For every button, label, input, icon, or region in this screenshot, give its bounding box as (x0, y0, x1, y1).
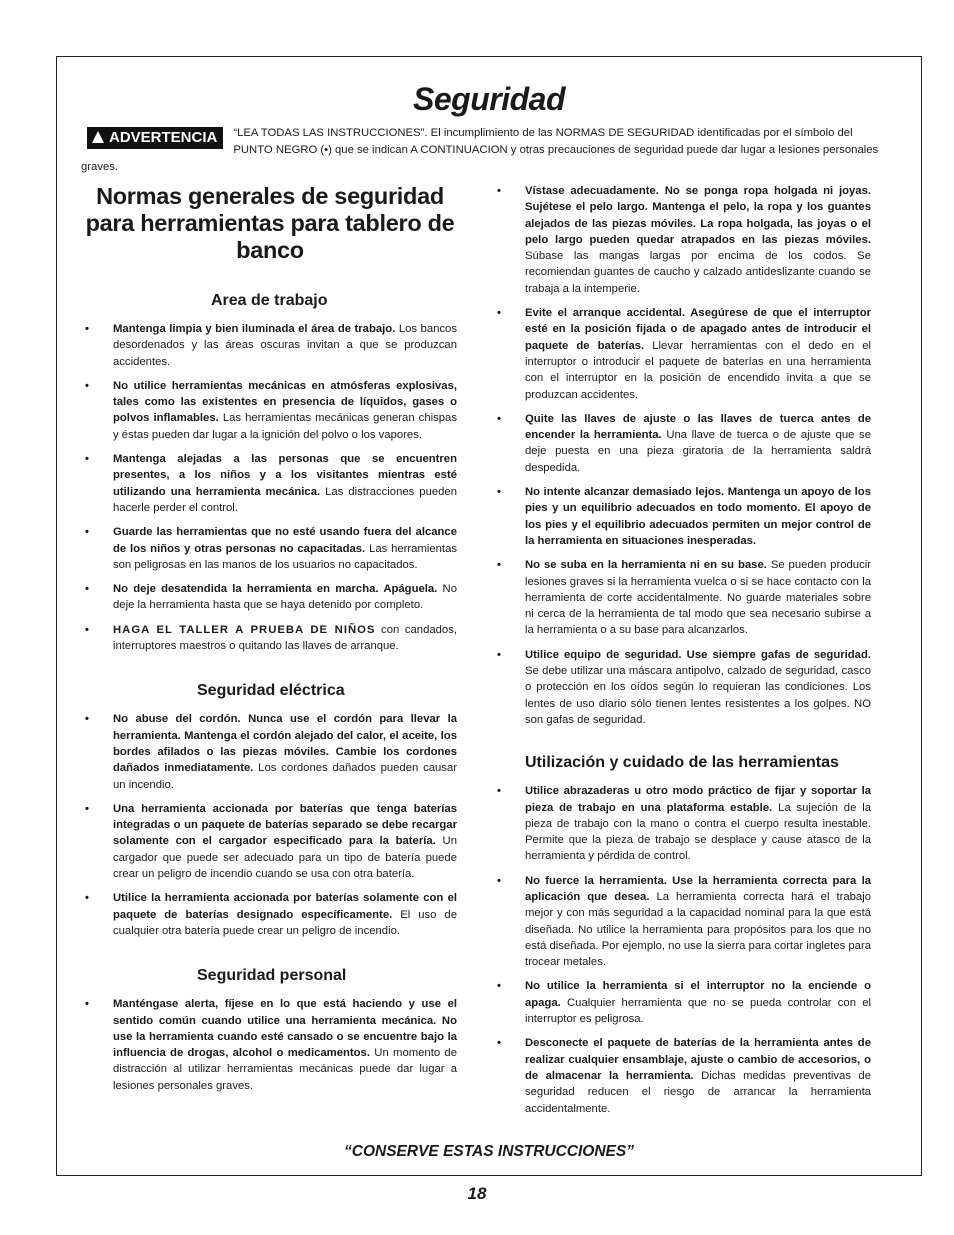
item-text: Un momento de distracción al utilizar herramientas mecánicas puede dar lugar a lesiones personales graves. (113, 1047, 457, 1092)
item-text: Las distracciones pueden hacerle perder el control. (113, 485, 457, 514)
bullet: • (497, 185, 501, 197)
bullet: • (85, 998, 89, 1011)
item-lead: No utilice la herramienta si el interruptor no la enciende o apaga. (525, 980, 871, 1009)
section-title-work-area: Area de trabajo (211, 292, 328, 309)
item-text: No deje la herramienta hasta que se haya detenido por completo. (113, 583, 457, 612)
bullet: • (497, 980, 501, 993)
item-text: Las herramientas mecánicas generan chispas y éstas pueden dar lugar a la ignición del polvo o los vapores. (113, 412, 457, 441)
list-item (497, 411, 871, 476)
warning-text: “LEA TODAS LAS INSTRUCCIONES”. El incumplimiento de las NORMAS DE SEGURIDAD identificadas por el símbolo del PUNTO NEGRO (•) que se indican A CONTINUACION y otras precauciones de seguridad puede dar lugar a lesiones personales graves. (81, 127, 879, 173)
list-item (85, 451, 457, 516)
bullet: • (497, 874, 501, 887)
list-item (497, 783, 871, 864)
list-item (85, 321, 457, 370)
bullet: • (85, 453, 89, 466)
item-lead: No abuse del cordón. Nunca use el cordón para llevar la herramienta. Mantenga el cordón alejado del calor, el aceite, los bordes afilados o las piezas móviles. Cambie los cordones dañados inmediatamente. (113, 713, 457, 775)
item-lead: No se suba en la herramienta ni en su base. (525, 559, 767, 572)
item-text: Se debe utilizar una máscara antipolvo, calzado de seguridad, casco o protección en los oídos según lo requieran las condiciones. Los lentes de uso diario sólo tienen lentes resistentes a los golpes. NO son gafas de seguridad. (525, 665, 871, 726)
list-item (497, 978, 871, 1027)
bullet: • (85, 623, 89, 636)
item-lead: No utilice herramientas mecánicas en atmósferas explosivas, tales como las existentes en presencia de líquidos, gases o polvos inflamables. (113, 379, 457, 425)
bullet: • (497, 785, 501, 798)
item-text: con candados, interruptores maestros o quitando las llaves de arranque. (113, 623, 457, 653)
item-text: Se pueden producir lesiones graves si la herramienta vuelca o si se hace contacto con la herramienta de corte accidentalmente. No guarde materiales sobre ni cerca de la herramienta de tal modo que sea necesario subirse a la herramienta o a su base para alcanzarlos. (525, 559, 871, 637)
list-item (497, 183, 871, 297)
item-text: El uso de cualquier otra batería puede crear un peligro de incendio. (113, 908, 457, 937)
item-text: Cualquier herramienta que no se pueda controlar con el interruptor es peligrosa. (525, 996, 871, 1026)
list-item (497, 484, 871, 549)
bullet: • (85, 892, 89, 905)
item-lead: Vístase adecuadamente. No se ponga ropa holgada ni joyas. Sujétese el pelo largo. Mantenga el pelo, la ropa y los guantes alejados de las piezas móviles. La ropa holgada, las joyas o el pelo largo pueden quedar atrapados en las piezas móviles. (525, 185, 871, 246)
item-lead: No deje desatendida la herramienta en marcha. Apáguela. (113, 583, 438, 596)
bullet: • (85, 713, 89, 726)
bullet: • (497, 307, 501, 320)
warning-badge-label: ADVERTENCIA (109, 129, 218, 146)
item-lead: Utilice equipo de seguridad. Use siempre gafas de seguridad. (525, 648, 871, 661)
item-text: Dichas medidas preventivas de seguridad reducen el riesgo de arrancar la herramienta accidentalmente. (525, 1069, 871, 1115)
warning-triangle-icon (92, 131, 104, 143)
item-text: Los bancos desordenados y las áreas oscuras invitan a que se produzcan accidentes. (113, 323, 457, 368)
page-title: Seguridad (413, 81, 565, 117)
item-lead: Quite las llaves de ajuste o las llaves de tuerca antes de encender la herramienta. (525, 412, 871, 442)
bullet: • (85, 379, 89, 392)
item-lead: Desconecte el paquete de baterías de la herramienta antes de realizar cualquier ensamblaje, ajuste o cambio de accesorios, o de almacenar la herramienta. (525, 1037, 871, 1082)
list-item (85, 996, 457, 1094)
item-lead: Guarde las herramientas que no esté usando fuera del alcance de los niños y otras personas no capacitadas. (113, 526, 457, 555)
bullet: • (85, 802, 89, 815)
list-item (85, 711, 457, 792)
item-lead: Utilice abrazaderas u otro modo práctico de fijar y soportar la pieza de trabajo en una plataforma estable. (525, 785, 871, 814)
list-item (497, 647, 871, 728)
item-lead: Evite el arranque accidental. Asegúrese de que el interruptor esté en la posición fijada o de apagado antes de introducir el paquete de baterías. (525, 307, 871, 352)
item-text: Un cargador que puede ser adecuado para un tipo de batería puede crear un peligro de incendio cuando se usa con otra batería. (113, 835, 457, 881)
section-title-personal: Seguridad personal (197, 967, 347, 985)
section-title-tool-use: Utilización y cuidado de las herramientas (525, 754, 839, 772)
right-column (497, 183, 871, 1117)
item-lead: Mantenga alejadas a las personas que se encuentren presentes, a los niños y a los visitantes mientras esté utilizando una herramienta mecánica. (113, 453, 457, 498)
bullet: • (497, 648, 501, 661)
bullet: • (497, 486, 501, 499)
left-column (85, 183, 457, 1094)
item-text: Una llave de tuerca o de ajuste que se deje puesta en una pieza giratoria de la herramienta saldrá despedida. (525, 429, 871, 474)
list-item (85, 581, 457, 614)
footer-note: “CONSERVE ESTAS INSTRUCCIONES” (344, 1143, 634, 1160)
item-text: Los cordones dañados pueden causar un incendio. (113, 762, 457, 791)
bullet: • (497, 559, 501, 572)
item-lead: HAGA EL TALLER A PRUEBA DE NIÑOS (113, 623, 376, 636)
main-heading: Normas generales de seguridad para herramientas para tablero de banco (85, 183, 455, 263)
list-item (497, 557, 871, 638)
item-lead: No intente alcanzar demasiado lejos. Mantenga un apoyo de los pies y un equilibrio adecuados en todo momento. El apoyo de los pies y el equilibrio adecuados permiten un mejor control de la herramienta en situaciones inesperadas. (525, 486, 871, 547)
page-number: 18 (467, 1184, 487, 1203)
list-item (497, 305, 871, 403)
bullet: • (497, 412, 501, 425)
item-text: La sujeción de la pieza de trabajo con la mano o contra el cuerpo resulta inestable. Permite que la pieza de trabajo se desplace y cause atasco de la herramienta y pérdida de control. (525, 801, 871, 863)
page-frame (56, 56, 922, 1176)
list-item (497, 1035, 871, 1116)
item-text: La herramienta correcta hará el trabajo mejor y con más seguridad a la capacidad nominal para la que está diseñada. No utilice la herramienta para propósitos para los que no está diseñada. Por ejemplo, no use la sierra para cortar ingletes para trocear metales. (525, 890, 872, 969)
warning-badge (87, 127, 223, 149)
item-text: Llevar herramientas con el dedo en el interruptor o introducir el paquete de baterías en una herramienta con el interruptor en la posición de encendido invita a que se produzcan accidentes. (525, 339, 871, 401)
item-lead: Mantenga limpia y bien iluminada el área de trabajo. (113, 323, 396, 335)
section-title-electrical: Seguridad eléctrica (197, 682, 345, 700)
list-item (85, 378, 457, 443)
item-lead: Manténgase alerta, fíjese en lo que está haciendo y use el sentido común cuando utilice una herramienta mecánica. No use la herramienta cuando esté cansado o se encuentre bajo la influencia de drogas, alcohol o medicamentos. (113, 998, 457, 1060)
item-lead: No fuerce la herramienta. Use la herramienta correcta para la aplicación que desea. (525, 874, 871, 903)
bullet: • (497, 1037, 501, 1050)
bullet: • (85, 583, 89, 596)
list-item (85, 622, 457, 655)
list-item (85, 524, 457, 573)
list-item (85, 801, 457, 882)
item-text: Las herramientas son peligrosas en las manos de los usuarios no capacitados. (113, 542, 458, 571)
item-lead: Una herramienta accionada por baterías que tenga baterías integradas o un paquete de baterías separado se debe recargar solamente con el cargador especificado para la batería. (113, 802, 457, 848)
list-item (497, 873, 871, 971)
warning-block (81, 125, 893, 176)
bullet: • (85, 323, 89, 335)
item-text: Súbase las mangas largas por encima de los codos. Se recomiendan guantes de caucho y calzado antideslizante cuando se trabaja a la intemperie. (525, 250, 871, 295)
item-lead: Utilice la herramienta accionada por baterías solamente con el paquete de baterías designado específicamente. (113, 892, 457, 921)
list-item (85, 890, 457, 939)
bullet: • (85, 526, 89, 539)
